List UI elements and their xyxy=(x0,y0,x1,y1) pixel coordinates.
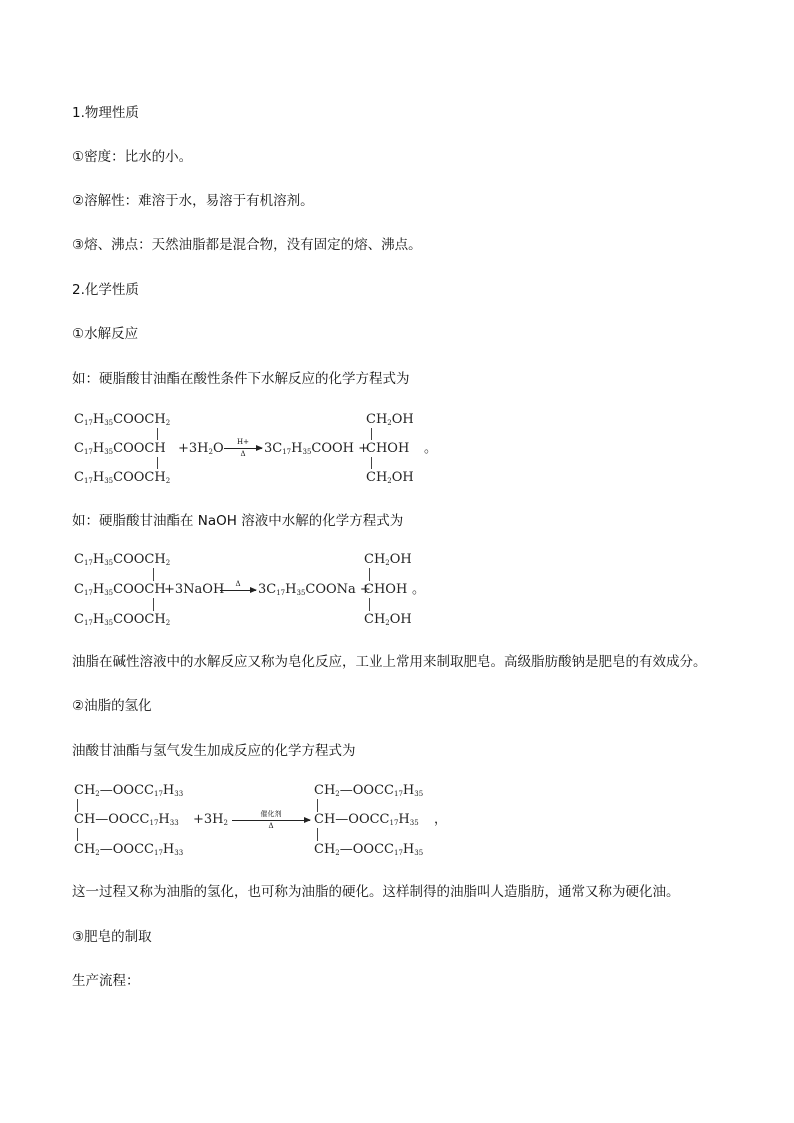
ester-row-2: $C_{17}H_{35}COOCH$ xyxy=(74,441,166,456)
glycerol-row-1: $CH_2OH$ xyxy=(366,412,414,427)
glycerol-row-2: CHOH xyxy=(366,441,410,456)
hydrogenation-title: ②油脂的氢化 xyxy=(72,698,152,714)
acid-catalyst-label: H+ xyxy=(237,438,249,446)
heat-label: Δ xyxy=(240,450,246,458)
section-chemical-title: 2.化学性质 xyxy=(72,282,139,298)
heat-label: Δ xyxy=(268,822,274,830)
eq1-end: 。 xyxy=(424,441,438,456)
process-label: 生产流程： xyxy=(72,973,140,989)
reagent-water: $+3H_2O$ xyxy=(178,441,224,456)
density-line: ①密度：比水的小。 xyxy=(72,149,193,165)
base-hydrolysis-intro: 如：硬脂酸甘油酯在 NaOH 溶液中水解的化学方程式为 xyxy=(72,513,404,529)
hydrogenation-note: 这一过程又称为油脂的氢化，也可称为油脂的硬化。这样制得的油脂叫人造脂肪，通常又称为硬化油。 xyxy=(72,884,680,900)
reaction-arrow xyxy=(224,448,262,449)
ester-row-1: $C_{17}H_{35}COOCH_2$ xyxy=(74,412,171,427)
product-stearic-acid: $3C_{17}H_{35}COOH$ + xyxy=(264,441,370,456)
saponification-note: 油脂在碱性溶液中的水解反应又称为皂化反应，工业上常用来制取肥皂。高级脂肪酸钠是肥皂的有效成分。 xyxy=(72,654,707,670)
reaction-arrow xyxy=(232,820,310,821)
catalyst-label: 催化剂 xyxy=(260,810,282,818)
soap-title: ③肥皂的制取 xyxy=(72,929,152,945)
reagent-hydrogen: $+3H_2$ xyxy=(193,812,228,827)
acid-hydrolysis-intro: 如：硬脂酸甘油酯在酸性条件下水解反应的化学方程式为 xyxy=(72,371,410,387)
product-sodium-stearate: $3C_{17}H_{35}COONa$ + xyxy=(258,582,371,597)
ester-row-3: $C_{17}H_{35}COOCH_2$ xyxy=(74,470,171,485)
reaction-arrow xyxy=(220,590,256,591)
solubility-line: ②溶解性：难溶于水，易溶于有机溶剂。 xyxy=(72,193,314,209)
heat-label: Δ xyxy=(235,580,241,588)
hydrogenation-intro: 油酸甘油酯与氢气发生加成反应的化学方程式为 xyxy=(72,743,356,759)
eq3-end: ， xyxy=(434,812,448,827)
eq2-end: 。 xyxy=(412,582,426,597)
section-physical-title: 1.物理性质 xyxy=(72,105,139,121)
melting-line: ③熔、沸点：天然油脂都是混合物，没有固定的熔、沸点。 xyxy=(72,237,422,253)
reagent-naoh: +3NaOH xyxy=(164,582,225,597)
glycerol-row-3: $CH_2OH$ xyxy=(366,470,414,485)
hydrolysis-title: ①水解反应 xyxy=(72,326,139,342)
